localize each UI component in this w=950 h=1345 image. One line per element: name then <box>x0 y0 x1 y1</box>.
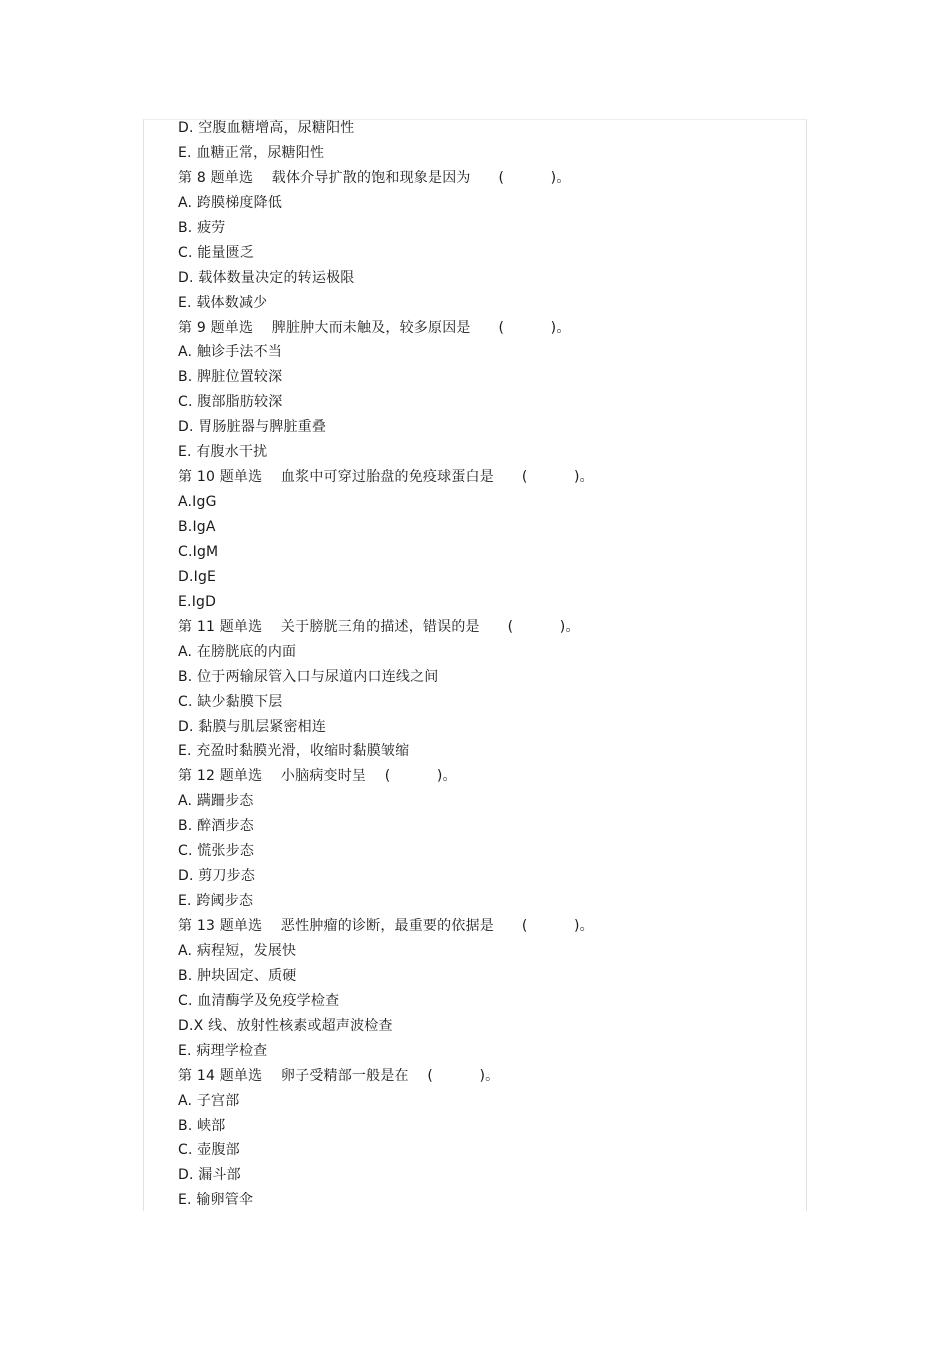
option-line: C. 能量匮乏 <box>178 244 255 261</box>
option-line: E. 载体数减少 <box>178 294 268 311</box>
option-line: B. 肿块固定、质硬 <box>178 967 297 984</box>
question-line: 第 8 题单选 载体介导扩散的饱和现象是因为 ( )。 <box>178 169 571 186</box>
option-line: C. 缺少黏膜下层 <box>178 693 283 710</box>
option-line: E. 病理学检查 <box>178 1042 268 1059</box>
option-line: D. 黏膜与肌层紧密相连 <box>178 718 327 735</box>
question-line: 第 11 题单选 关于膀胱三角的描述，错误的是 ( )。 <box>178 618 580 635</box>
option-line: A. 子宫部 <box>178 1092 240 1109</box>
option-line: B. 脾脏位置较深 <box>178 369 283 386</box>
option-line: B. 峡部 <box>178 1117 226 1134</box>
option-line: D. 剪刀步态 <box>178 868 256 885</box>
option-line: D. 空腹血糖增高，尿糖阳性 <box>178 120 355 136</box>
question-line: 第 13 题单选 恶性肿瘤的诊断，最重要的依据是 ( )。 <box>178 918 594 934</box>
option-line: B. 位于两输尿管入口与尿道内口连线之间 <box>178 668 439 685</box>
option-line: A.IgG <box>178 494 217 511</box>
option-line: A. 跨膜梯度降低 <box>178 194 283 211</box>
document-content <box>178 116 778 1213</box>
question-line: 第 10 题单选 血浆中可穿过胎盘的免疫球蛋白是 ( )。 <box>178 469 594 486</box>
question-line: 第 9 题单选 脾脏肿大而未触及，较多原因是 ( )。 <box>178 319 571 336</box>
option-line: E. 跨阈步态 <box>178 893 254 910</box>
question-line: 第 14 题单选 卵子受精部一般是在 ( )。 <box>178 1067 500 1084</box>
option-line: C. 壶腹部 <box>178 1142 240 1159</box>
option-line: C. 血清酶学及免疫学检查 <box>178 992 340 1009</box>
option-line: E. 血糖正常，尿糖阳性 <box>178 144 325 161</box>
option-line: D. 载体数量决定的转运极限 <box>178 269 355 286</box>
option-line: D.X 线、放射性核素或超声波检查 <box>178 1017 393 1034</box>
question-line: 第 12 题单选 小脑病变时呈 ( )。 <box>178 768 457 785</box>
option-line: C. 慌张步态 <box>178 843 255 860</box>
option-line: C.IgM <box>178 543 219 560</box>
option-line: E.IgD <box>178 593 217 610</box>
option-line: D.IgE <box>178 568 217 585</box>
option-line: E. 充盈时黏膜光滑，收缩时黏膜皱缩 <box>178 743 410 760</box>
option-line: A. 在膀胱底的内面 <box>178 643 297 660</box>
option-line: B.IgA <box>178 519 216 535</box>
option-line: D. 胃肠脏器与脾脏重叠 <box>178 419 327 436</box>
option-line: E. 有腹水干扰 <box>178 444 268 461</box>
option-line: D. 漏斗部 <box>178 1167 241 1184</box>
option-line: E. 输卵管伞 <box>178 1192 254 1209</box>
option-line: B. 醉酒步态 <box>178 818 254 835</box>
option-line: B. 疲劳 <box>178 219 226 236</box>
option-line: A. 蹒跚步态 <box>178 793 254 810</box>
option-line: A. 触诊手法不当 <box>178 344 283 361</box>
option-line: C. 腹部脂肪较深 <box>178 394 283 411</box>
option-line: A. 病程短，发展快 <box>178 942 297 959</box>
